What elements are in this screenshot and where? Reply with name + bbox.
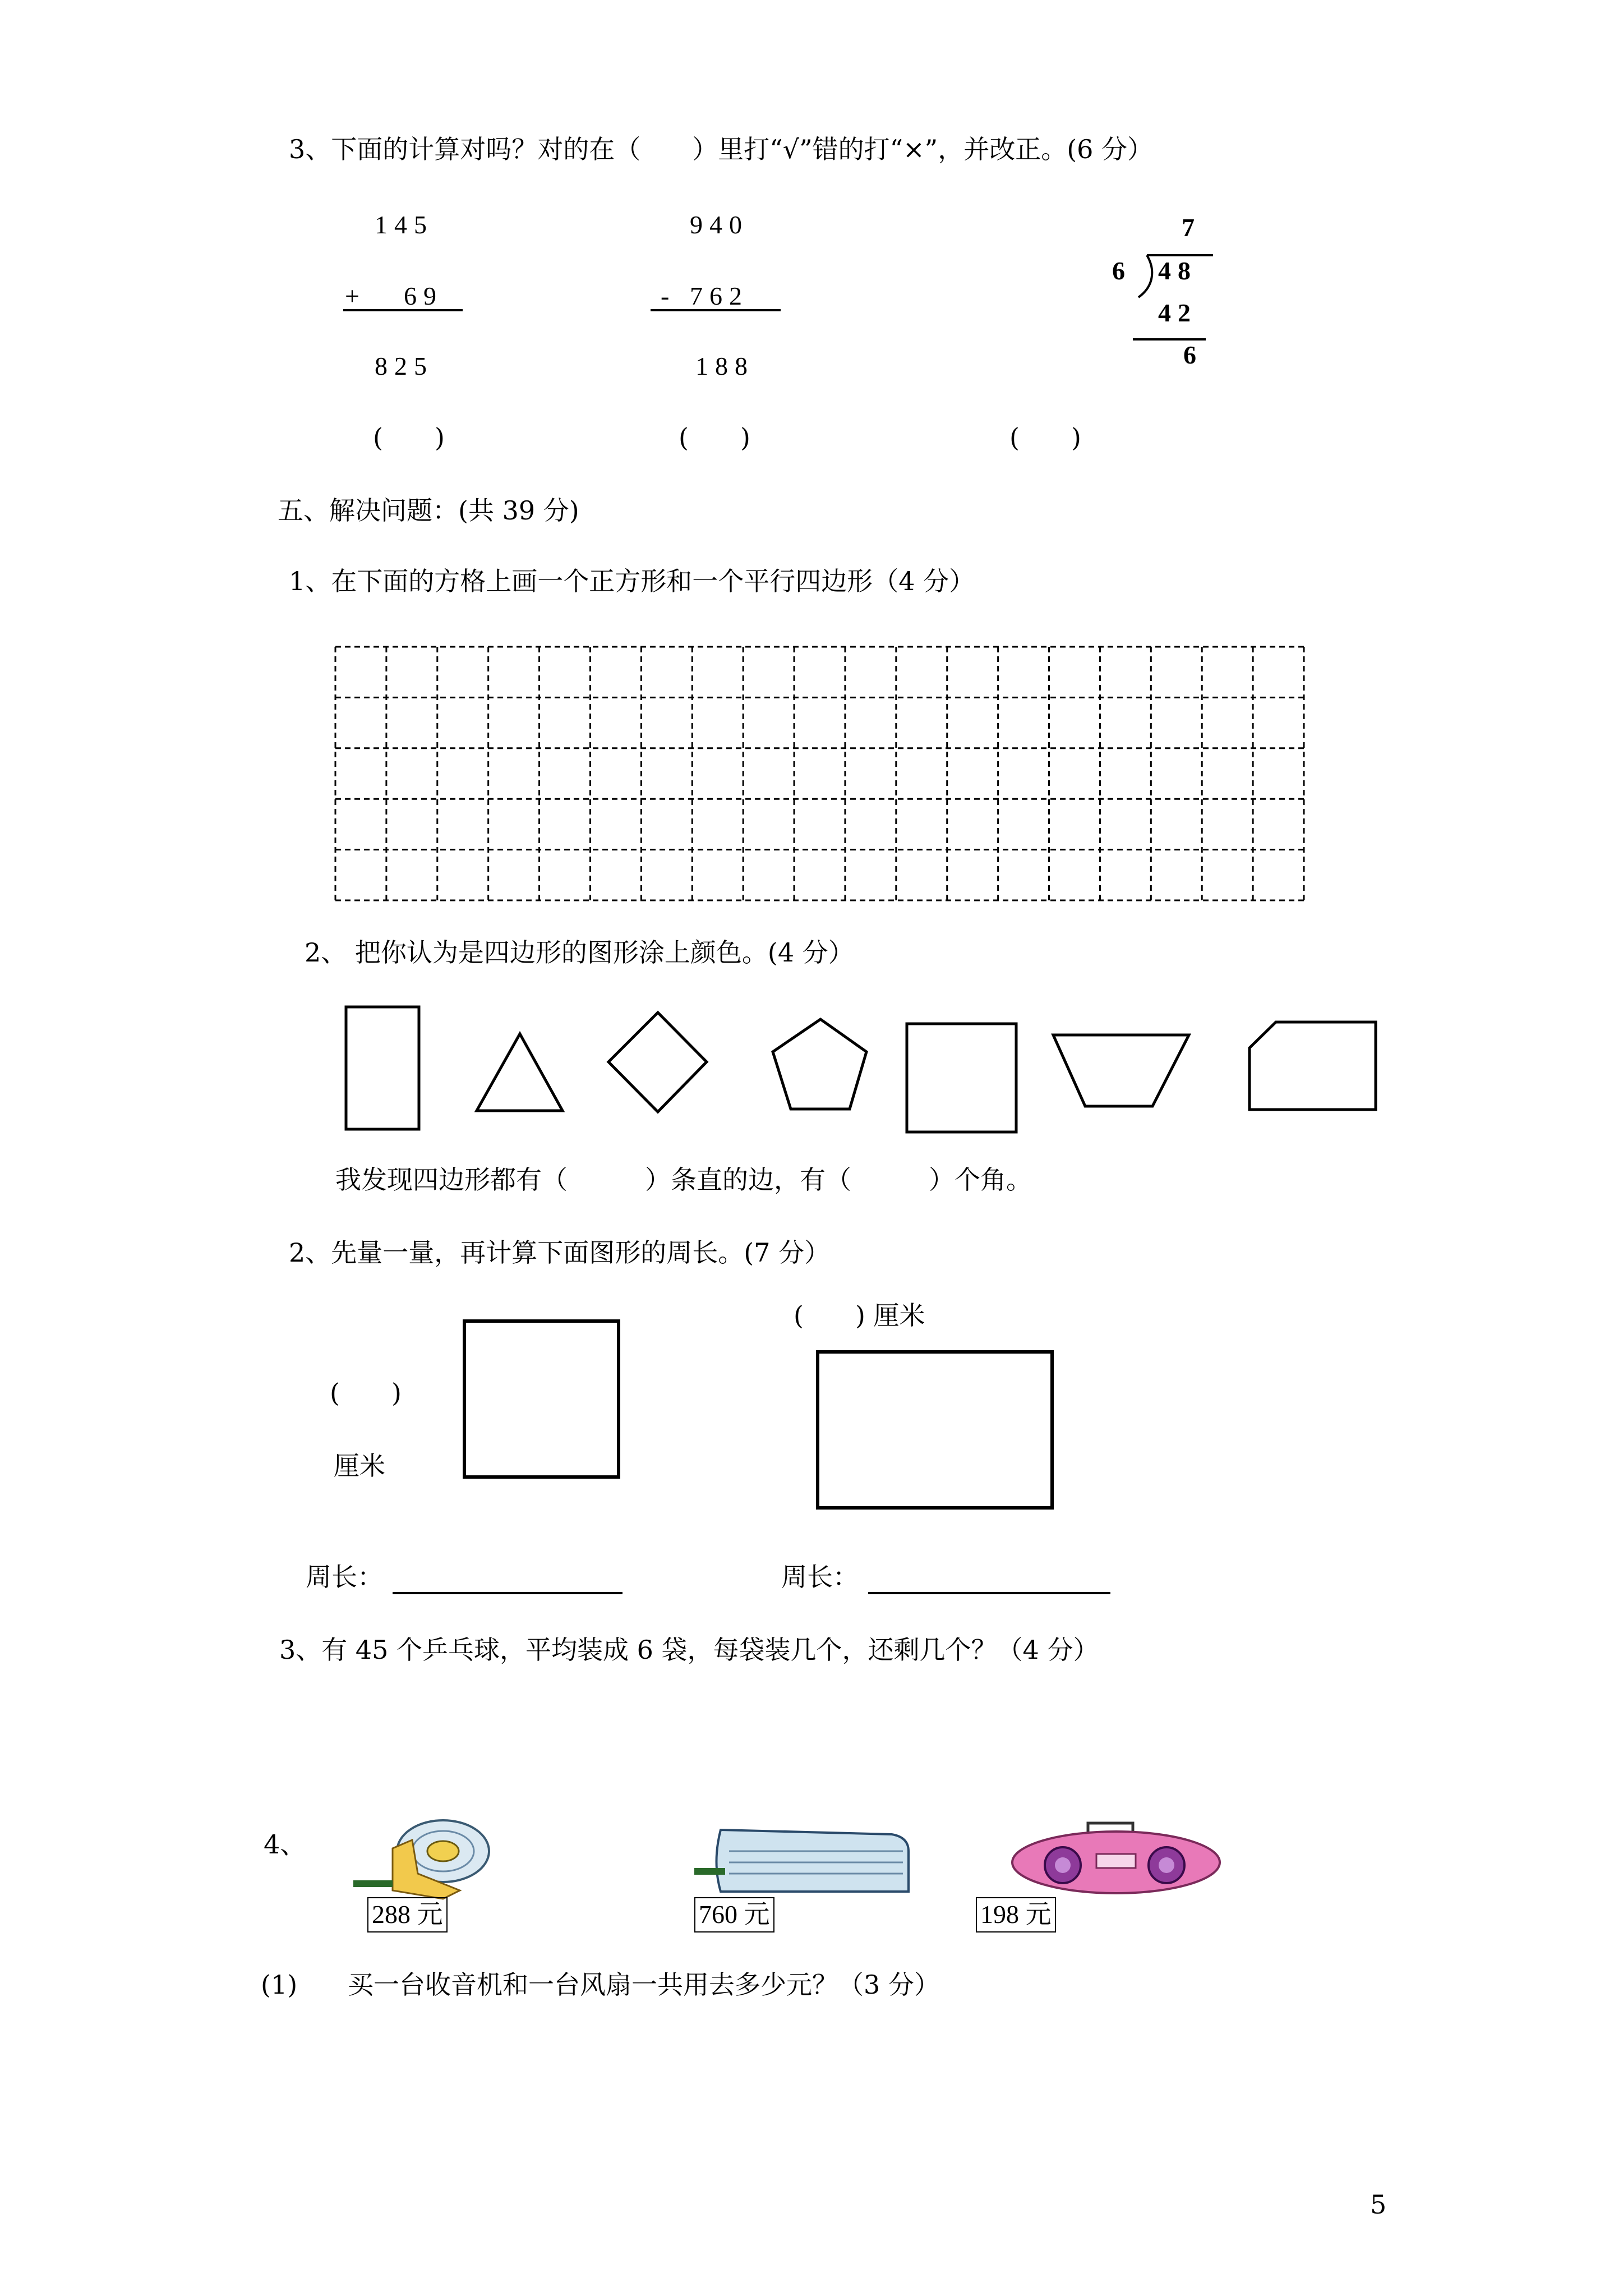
- left-length-unit: 厘米: [334, 1451, 385, 1481]
- perimeter-label-left: 周长：: [306, 1562, 383, 1592]
- square-shape[interactable]: [907, 1024, 1016, 1132]
- sub-op: -: [661, 282, 676, 310]
- div-remainder: 6: [1183, 341, 1203, 369]
- div-product: 42: [1158, 298, 1197, 327]
- sub-top: 940: [690, 210, 749, 239]
- cut-corner-quadrilateral-shape[interactable]: [1249, 1022, 1376, 1110]
- trapezoid-shape[interactable]: [1053, 1035, 1189, 1106]
- add-top: 145: [375, 210, 434, 239]
- add-bottom: 69: [404, 282, 443, 310]
- air-conditioner-icon: [694, 1830, 909, 1892]
- air-conditioner-price: 760 元: [694, 1897, 774, 1932]
- left-length-paren[interactable]: ( ): [330, 1378, 402, 1408]
- perimeter-label-right: 周长：: [781, 1562, 859, 1592]
- add-op: +: [345, 282, 366, 310]
- pingpong-question: 3、有 45 个乒乓球，平均装成 6 袋，每袋装几个，还剩几个？（4 分）: [279, 1635, 1099, 1665]
- perimeter-answer-line-left[interactable]: [393, 1592, 623, 1594]
- fan-icon: [353, 1820, 489, 1899]
- measure-square: [464, 1321, 619, 1477]
- pentagon-shape[interactable]: [773, 1019, 866, 1109]
- sub-bottom: 762: [690, 282, 749, 310]
- add-result: 825: [375, 352, 434, 380]
- q4-number: 4、: [264, 1829, 306, 1860]
- rectangle-shape[interactable]: [346, 1007, 419, 1129]
- div-divisor: 6: [1112, 256, 1132, 285]
- subq1-number: (1): [261, 1970, 298, 2000]
- q3-title: 3、下面的计算对吗？对的在（ ）里打“√”错的打“×”，并改正。(6 分）: [289, 134, 1154, 164]
- div-dividend: 48: [1158, 256, 1197, 285]
- q2-title: 2、 把你认为是四边形的图形涂上颜色。(4 分）: [305, 937, 854, 968]
- measure-title: 2、先量一量，再计算下面图形的周长。(7 分）: [289, 1237, 831, 1268]
- answer-paren-sub[interactable]: ( ): [679, 422, 750, 453]
- subq1-text: 买一台收音机和一台风扇一共用去多少元？（3 分）: [348, 1970, 940, 2000]
- answer-paren-div[interactable]: ( ): [1009, 422, 1081, 453]
- div-quotient: 7: [1182, 213, 1201, 242]
- triangle-shape[interactable]: [477, 1034, 562, 1111]
- right-length-label[interactable]: ( ) 厘米: [794, 1300, 925, 1331]
- fan-price: 288 元: [367, 1897, 448, 1932]
- diamond-shape[interactable]: [608, 1013, 707, 1112]
- measure-rectangle: [818, 1352, 1052, 1508]
- q1-title: 1、在下面的方格上画一个正方形和一个平行四边形（4 分）: [289, 566, 975, 596]
- answer-paren-add[interactable]: ( ): [373, 422, 445, 453]
- perimeter-answer-line-right[interactable]: [868, 1592, 1110, 1594]
- radio-price: 198 元: [976, 1897, 1056, 1932]
- q2-fill-sentence: 我发现四边形都有（ ）条直的边，有（ ）个角。: [335, 1165, 1032, 1195]
- section5-title: 五、解决问题：(共 39 分): [278, 495, 579, 526]
- radio-icon: [1012, 1823, 1220, 1893]
- sub-result: 188: [695, 352, 754, 380]
- page-number: 5: [1370, 2189, 1387, 2220]
